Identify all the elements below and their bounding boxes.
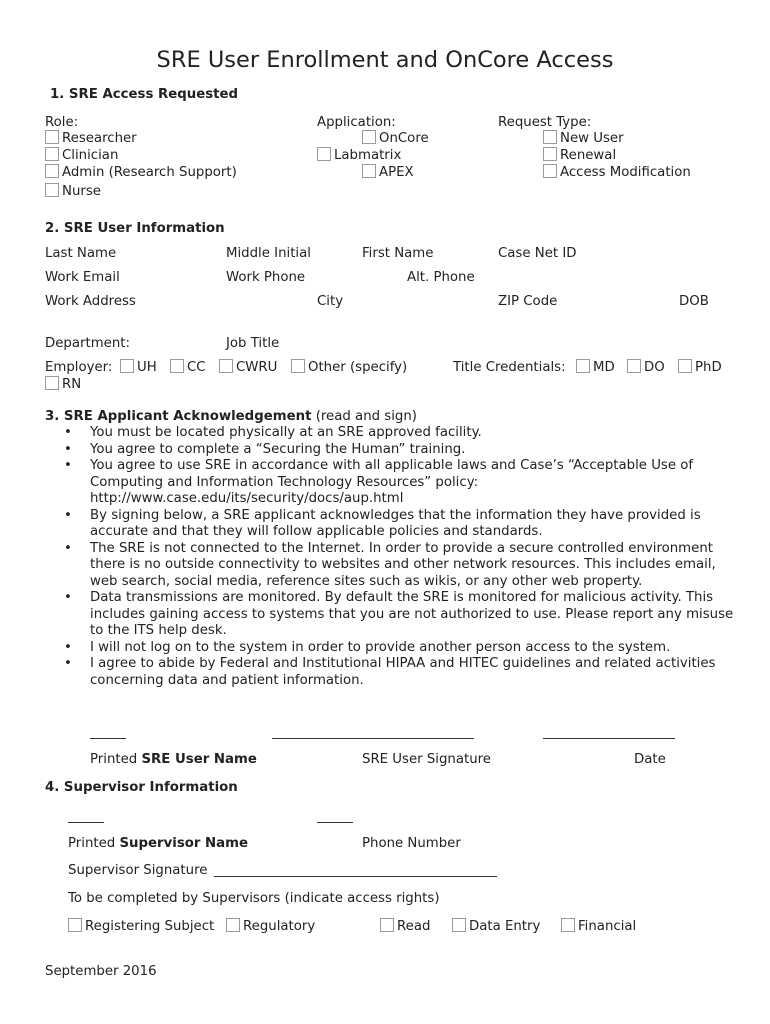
section2-heading: 2. SRE User Information: [45, 221, 225, 236]
checkbox-icon[interactable]: [45, 147, 59, 161]
title-credentials-label: Title Credentials:: [453, 360, 566, 375]
work-email-label: Work Email: [45, 270, 120, 285]
list-item: • You agree to use SRE in accordance with all applicable laws and Case’s “Acceptable Use of Computing and Information Technology Resources” policy: http://www.case.edu/its/security/docs/aup.html: [64, 458, 734, 508]
job-title-label: Job Title: [226, 336, 280, 351]
right-option-registering-subject[interactable]: Registering Subject: [68, 918, 214, 935]
application-option-labmatrix[interactable]: Labmatrix: [317, 147, 401, 164]
footer-date: September 2016: [45, 964, 157, 979]
credential-option-do[interactable]: DO: [627, 359, 665, 376]
checkbox-icon[interactable]: [120, 359, 134, 373]
list-item: • I agree to abide by Federal and Institutional HIPAA and HITEC guidelines and related activities concerning data and patient information.: [64, 656, 734, 689]
checkbox-icon[interactable]: [678, 359, 692, 373]
list-item: • The SRE is not connected to the Internet. In order to provide a secure controlled environment there is no outside connectivity to websites and other network resources. This includes email, web search, social media, reference sites such as wikis, or any other web property.: [64, 541, 734, 591]
supervisor-signature-label: Supervisor Signature: [68, 863, 208, 878]
role-option-clinician[interactable]: Clinician: [45, 147, 118, 164]
list-item: • I will not log on to the system in order to provide another person access to the system.: [64, 640, 734, 657]
checkbox-icon[interactable]: [317, 147, 331, 161]
checkbox-icon[interactable]: [291, 359, 305, 373]
checkbox-icon[interactable]: [362, 164, 376, 178]
checkbox-icon[interactable]: [68, 918, 82, 932]
alt-phone-label: Alt. Phone: [407, 270, 475, 285]
printed-supervisor-name-label: Printed Supervisor Name: [68, 836, 249, 851]
case-net-id-label: Case Net ID: [498, 246, 577, 261]
employer-label: Employer:: [45, 360, 113, 375]
right-option-financial[interactable]: Financial: [561, 918, 636, 935]
phone-number-label: Phone Number: [362, 836, 461, 851]
checkbox-icon[interactable]: [219, 359, 233, 373]
date-line[interactable]: [543, 738, 675, 739]
request-option-renewal[interactable]: Renewal: [543, 147, 616, 164]
checkbox-icon[interactable]: [627, 359, 641, 373]
request-type-label: Request Type:: [498, 115, 592, 130]
user-signature-label: SRE User Signature: [362, 752, 491, 767]
date-label: Date: [634, 752, 666, 767]
supervisor-instructions: To be completed by Supervisors (indicate access rights): [68, 891, 440, 906]
work-phone-label: Work Phone: [226, 270, 306, 285]
printed-name-line[interactable]: [90, 738, 126, 739]
role-option-nurse[interactable]: Nurse: [45, 183, 101, 200]
checkbox-icon[interactable]: [45, 183, 59, 197]
dob-label: DOB: [679, 294, 709, 309]
credential-option-rn[interactable]: RN: [45, 376, 81, 393]
application-option-oncore[interactable]: OnCore: [362, 130, 429, 147]
list-item: • You must be located physically at an SRE approved facility.: [64, 425, 734, 442]
printed-user-name-label: Printed SRE User Name: [90, 752, 257, 767]
application-option-apex[interactable]: APEX: [362, 164, 414, 181]
signature-line[interactable]: [272, 738, 474, 739]
employer-option-cc[interactable]: CC: [170, 359, 206, 376]
last-name-label: Last Name: [45, 246, 117, 261]
list-item: • By signing below, a SRE applicant acknowledges that the information they have provided is accurate and that they will follow applicable policies and standards.: [64, 508, 734, 541]
section4-heading: 4. Supervisor Information: [45, 780, 238, 795]
department-label: Department:: [45, 336, 130, 351]
role-label: Role:: [45, 115, 79, 130]
supervisor-name-line[interactable]: [68, 822, 104, 823]
role-option-researcher[interactable]: Researcher: [45, 130, 137, 147]
list-item: • You agree to complete a “Securing the Human” training.: [64, 442, 734, 459]
zip-code-label: ZIP Code: [498, 294, 558, 309]
checkbox-icon[interactable]: [45, 164, 59, 178]
checkbox-icon[interactable]: [561, 918, 575, 932]
middle-initial-label: Middle Initial: [226, 246, 311, 261]
role-option-admin[interactable]: Admin (Research Support): [45, 164, 237, 181]
checkbox-icon[interactable]: [452, 918, 466, 932]
checkbox-icon[interactable]: [380, 918, 394, 932]
first-name-label: First Name: [362, 246, 434, 261]
request-option-access-modification[interactable]: Access Modification: [543, 164, 691, 181]
right-option-read[interactable]: Read: [380, 918, 430, 935]
section1-heading: 1. SRE Access Requested: [50, 87, 239, 102]
supervisor-signature-line[interactable]: [214, 876, 497, 877]
checkbox-icon[interactable]: [170, 359, 184, 373]
checkbox-icon[interactable]: [45, 376, 59, 390]
checkbox-icon[interactable]: [45, 130, 59, 144]
employer-option-cwru[interactable]: CWRU: [219, 359, 277, 376]
checkbox-icon[interactable]: [543, 164, 557, 178]
application-label: Application:: [317, 115, 396, 130]
work-address-label: Work Address: [45, 294, 136, 309]
page-title: SRE User Enrollment and OnCore Access: [156, 47, 614, 73]
credential-option-phd[interactable]: PhD: [678, 359, 722, 376]
city-label: City: [317, 294, 344, 309]
checkbox-icon[interactable]: [576, 359, 590, 373]
acknowledgement-list: [64, 425, 734, 689]
right-option-regulatory[interactable]: Regulatory: [226, 918, 315, 935]
credential-option-md[interactable]: MD: [576, 359, 615, 376]
checkbox-icon[interactable]: [543, 147, 557, 161]
right-option-data-entry[interactable]: Data Entry: [452, 918, 540, 935]
checkbox-icon[interactable]: [226, 918, 240, 932]
phone-number-line[interactable]: [317, 822, 353, 823]
request-option-new-user[interactable]: New User: [543, 130, 624, 147]
list-item: • Data transmissions are monitored. By default the SRE is monitored for malicious activity. This includes gaining access to systems that you are not authorized to use. Please report any misuse to the ITS help desk.: [64, 590, 734, 640]
employer-option-uh[interactable]: UH: [120, 359, 157, 376]
section3-heading: 3. SRE Applicant Acknowledgement (read and sign): [45, 409, 417, 424]
checkbox-icon[interactable]: [362, 130, 376, 144]
employer-option-other[interactable]: Other (specify): [291, 359, 407, 376]
checkbox-icon[interactable]: [543, 130, 557, 144]
